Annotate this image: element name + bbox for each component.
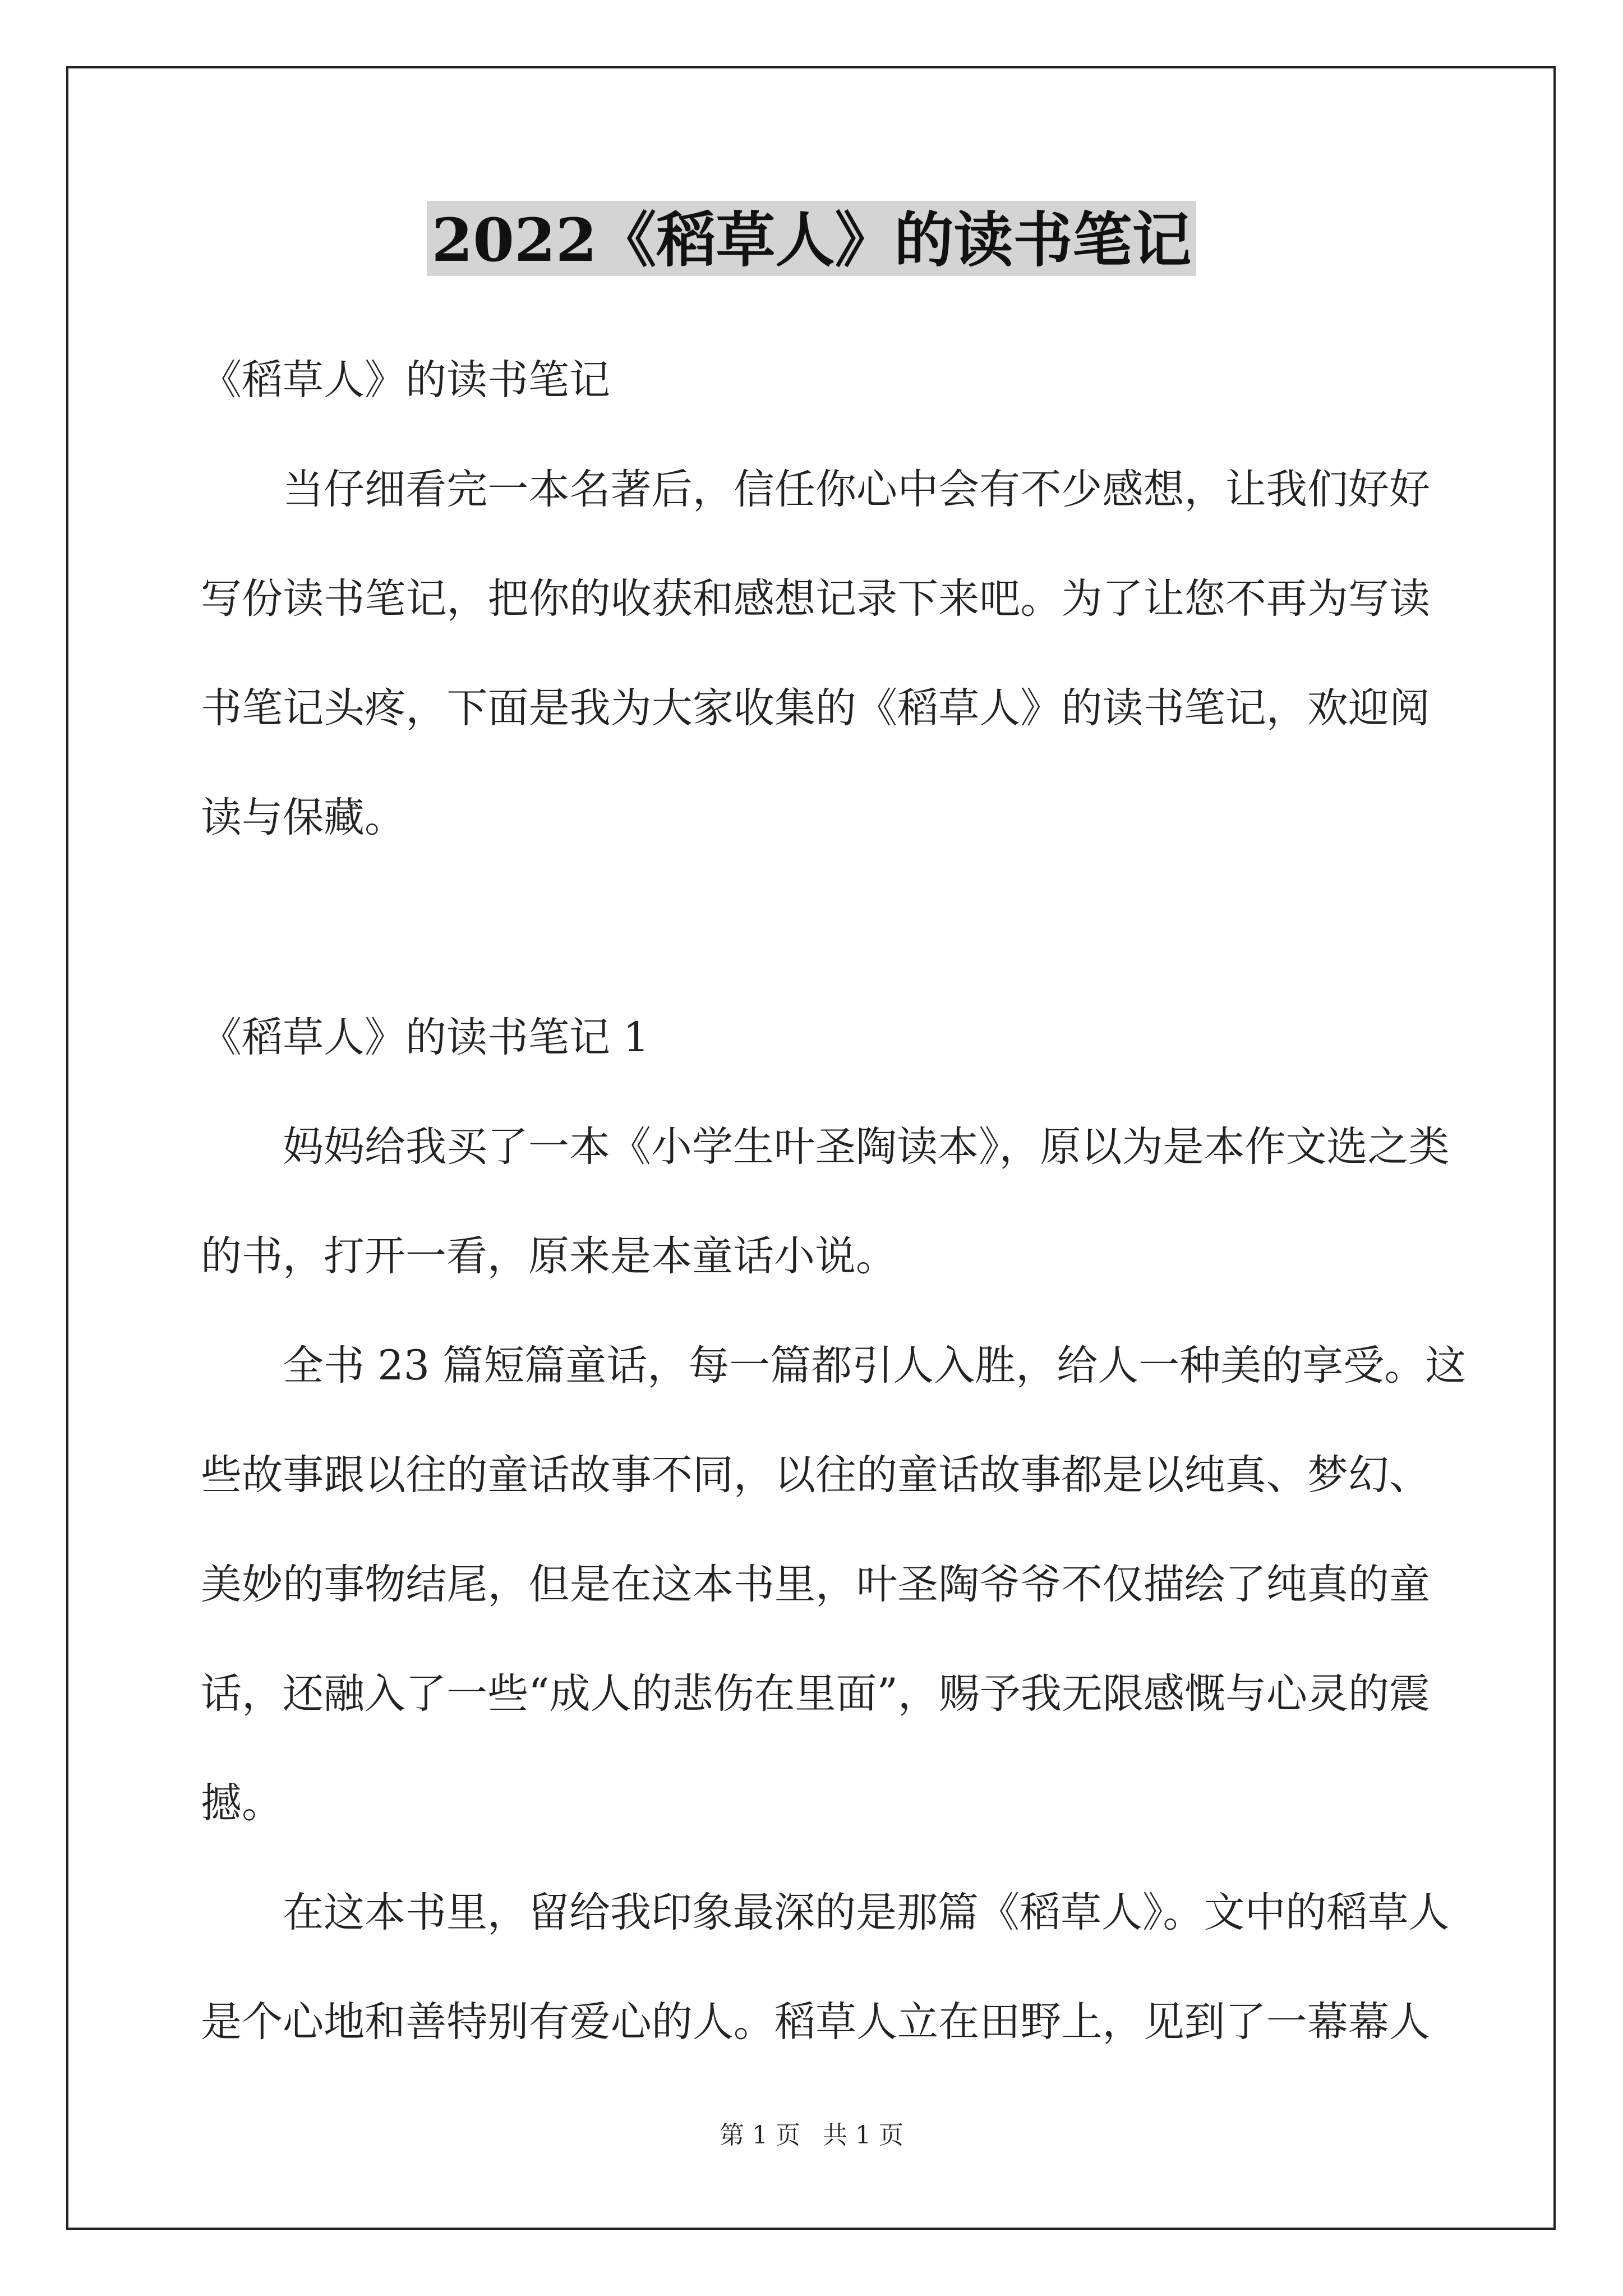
title-container — [0, 201, 1623, 276]
page-footer — [0, 2115, 1623, 2151]
paragraph-line: 读与保藏。 — [201, 794, 405, 841]
section-heading: 《稻草人》的读书笔记 — [201, 356, 610, 404]
paragraph-line: 全书 23 篇短篇童话，每一篇都引人入胜，给人一种美的享受。这 — [283, 1342, 1467, 1389]
paragraph-line: 在这本书里，留给我印象最深的是那篇《稻草人》。文中的稻草人 — [283, 1889, 1450, 1936]
section-heading: 《稻草人》的读书笔记 1 — [201, 1014, 649, 1061]
paragraph-line: 当仔细看完一本名著后，信任你心中会有不少感想，让我们好好 — [283, 466, 1430, 513]
paragraph-line: 写份读书笔记，把你的收获和感想记录下来吧。为了让您不再为写读 — [201, 575, 1430, 623]
document-title: 2022《稻草人》的读书笔记 — [427, 201, 1196, 276]
paragraph-line: 美妙的事物结尾，但是在这本书里，叶圣陶爷爷不仅描绘了纯真的童 — [201, 1561, 1430, 1608]
paragraph-line: 是个心地和善特别有爱心的人。稻草人立在田野上，见到了一幕幕人 — [201, 1998, 1430, 2046]
paragraph-line: 撼。 — [201, 1779, 283, 1827]
page-number: 第 1 页 — [720, 2121, 800, 2150]
paragraph-line: 妈妈给我买了一本《小学生叶圣陶读本》，原以为是本作文选之类 — [283, 1123, 1450, 1171]
paragraph-line: 书笔记头疼，下面是我为大家收集的《稻草人》的读书笔记，欢迎阅 — [201, 684, 1430, 732]
page-total: 共 1 页 — [823, 2121, 903, 2150]
paragraph-line: 话，还融入了一些“成人的悲伤在里面”，赐予我无限感慨与心灵的震 — [201, 1670, 1430, 1718]
paragraph-line: 些故事跟以往的童话故事不同，以往的童话故事都是以纯真、梦幻、 — [201, 1451, 1430, 1499]
paragraph-line: 的书，打开一看，原来是本童话小说。 — [201, 1232, 897, 1280]
